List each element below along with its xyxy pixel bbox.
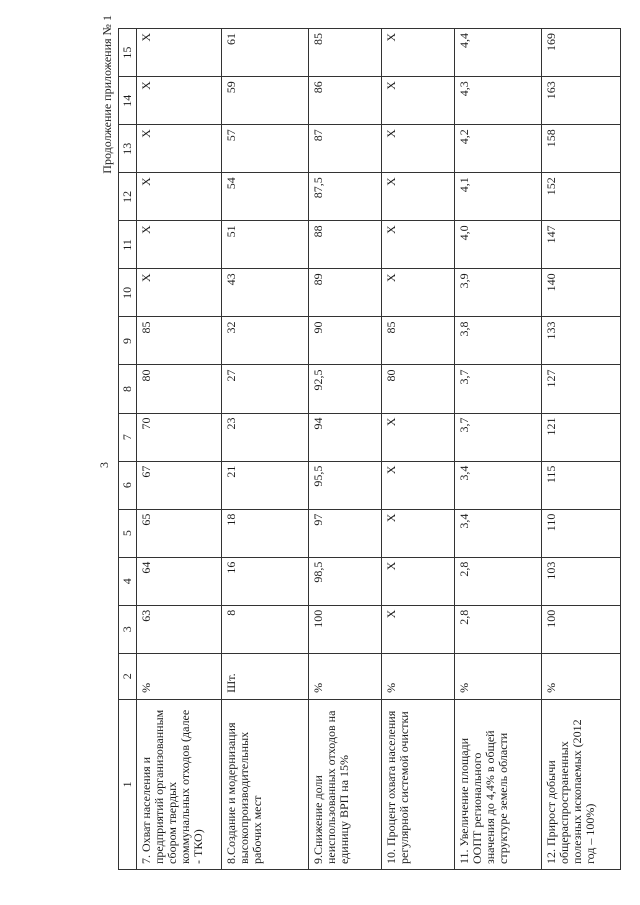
value-cell: 95,5 [309, 461, 382, 509]
value-cell: X [382, 557, 455, 605]
value-cell: X [382, 605, 455, 653]
column-header: 8 [119, 365, 137, 413]
value-cell: 92,5 [309, 365, 382, 413]
unit-cell: % [309, 653, 382, 699]
indicator-name: 7. Охват населения и предприятий организованным сбором твердых коммунальных отходов (далее - ТКО) [137, 699, 222, 869]
value-cell: 4,0 [455, 221, 542, 269]
column-header: 5 [119, 509, 137, 557]
value-cell: 121 [542, 413, 621, 461]
unit-cell: % [137, 653, 222, 699]
table-row [309, 29, 382, 870]
value-cell: 16 [222, 557, 309, 605]
value-cell: 85 [382, 317, 455, 365]
column-header: 10 [119, 269, 137, 317]
value-cell: 127 [542, 365, 621, 413]
value-cell: 94 [309, 413, 382, 461]
value-cell: X [382, 125, 455, 173]
value-cell: 65 [137, 509, 222, 557]
value-cell: 163 [542, 77, 621, 125]
value-cell: 59 [222, 77, 309, 125]
unit-cell: % [455, 653, 542, 699]
value-cell: 3,4 [455, 509, 542, 557]
table-row [455, 29, 542, 870]
value-cell: X [382, 173, 455, 221]
column-header: 9 [119, 317, 137, 365]
value-cell: 3,9 [455, 269, 542, 317]
value-cell: 140 [542, 269, 621, 317]
indicators-table [118, 28, 621, 870]
value-cell: 115 [542, 461, 621, 509]
value-cell: 100 [542, 605, 621, 653]
value-cell: 2,8 [455, 557, 542, 605]
value-cell: 27 [222, 365, 309, 413]
table-row [137, 29, 222, 870]
value-cell: 100 [309, 605, 382, 653]
value-cell: 2,8 [455, 605, 542, 653]
indicator-name: 10. Процент охвата населения регулярной системой очистки [382, 699, 455, 869]
value-cell: 88 [309, 221, 382, 269]
value-cell: X [137, 77, 222, 125]
value-cell: 80 [137, 365, 222, 413]
column-header: 15 [119, 29, 137, 77]
value-cell: 89 [309, 269, 382, 317]
value-cell: 3,8 [455, 317, 542, 365]
value-cell: 110 [542, 509, 621, 557]
value-cell: 87 [309, 125, 382, 173]
value-cell: 18 [222, 509, 309, 557]
column-header: 2 [119, 653, 137, 699]
value-cell: X [382, 413, 455, 461]
column-header: 6 [119, 461, 137, 509]
value-cell: X [382, 221, 455, 269]
value-cell: 87,5 [309, 173, 382, 221]
value-cell: 103 [542, 557, 621, 605]
value-cell: 51 [222, 221, 309, 269]
value-cell: 80 [382, 365, 455, 413]
indicator-name: 12. Прирост добычи общераспространенных полезных ископаемых (2012 год – 100%) [542, 699, 621, 869]
value-cell: 133 [542, 317, 621, 365]
value-cell: X [137, 269, 222, 317]
value-cell: X [137, 125, 222, 173]
value-cell: X [382, 509, 455, 557]
value-cell: 90 [309, 317, 382, 365]
indicator-name: 11. Увеличение площади ООПТ регионального значения до 4,4% в общей структуре земель области [455, 699, 542, 869]
column-header: 11 [119, 221, 137, 269]
value-cell: X [382, 269, 455, 317]
value-cell: 147 [542, 221, 621, 269]
table-row [222, 29, 309, 870]
value-cell: 85 [137, 317, 222, 365]
value-cell: 169 [542, 29, 621, 77]
value-cell: 64 [137, 557, 222, 605]
value-cell: 4,2 [455, 125, 542, 173]
value-cell: 158 [542, 125, 621, 173]
header-row [119, 29, 137, 870]
value-cell: X [382, 461, 455, 509]
value-cell: 4,3 [455, 77, 542, 125]
value-cell: X [137, 173, 222, 221]
column-header: 4 [119, 557, 137, 605]
value-cell: 98,5 [309, 557, 382, 605]
value-cell: 43 [222, 269, 309, 317]
indicator-name: 8.Создание и модернизация высокопроизводительных рабочих мест [222, 699, 309, 869]
continuation-label: Продолжение приложения № 1 [100, 15, 114, 174]
unit-cell: % [382, 653, 455, 699]
indicator-name: 9.Снижение доли неиспользованных отходов на единицу ВРП на 15% [309, 699, 382, 869]
column-header: 1 [119, 699, 137, 869]
value-cell: 32 [222, 317, 309, 365]
unit-cell: Шт. [222, 653, 309, 699]
value-cell: 3,4 [455, 461, 542, 509]
table-row [382, 29, 455, 870]
value-cell: 70 [137, 413, 222, 461]
page-number: 3 [97, 462, 111, 468]
value-cell: 23 [222, 413, 309, 461]
value-cell: X [382, 77, 455, 125]
column-header: 12 [119, 173, 137, 221]
value-cell: 3,7 [455, 365, 542, 413]
value-cell: X [382, 29, 455, 77]
value-cell: 152 [542, 173, 621, 221]
value-cell: X [137, 29, 222, 77]
value-cell: 21 [222, 461, 309, 509]
column-header: 3 [119, 605, 137, 653]
unit-cell: % [542, 653, 621, 699]
value-cell: 3,7 [455, 413, 542, 461]
value-cell: X [137, 221, 222, 269]
value-cell: 57 [222, 125, 309, 173]
value-cell: 8 [222, 605, 309, 653]
value-cell: 63 [137, 605, 222, 653]
value-cell: 97 [309, 509, 382, 557]
column-header: 13 [119, 125, 137, 173]
value-cell: 67 [137, 461, 222, 509]
value-cell: 85 [309, 29, 382, 77]
column-header: 7 [119, 413, 137, 461]
value-cell: 4,4 [455, 29, 542, 77]
value-cell: 86 [309, 77, 382, 125]
value-cell: 54 [222, 173, 309, 221]
column-header: 14 [119, 77, 137, 125]
value-cell: 4,1 [455, 173, 542, 221]
value-cell: 61 [222, 29, 309, 77]
table-row [542, 29, 621, 870]
